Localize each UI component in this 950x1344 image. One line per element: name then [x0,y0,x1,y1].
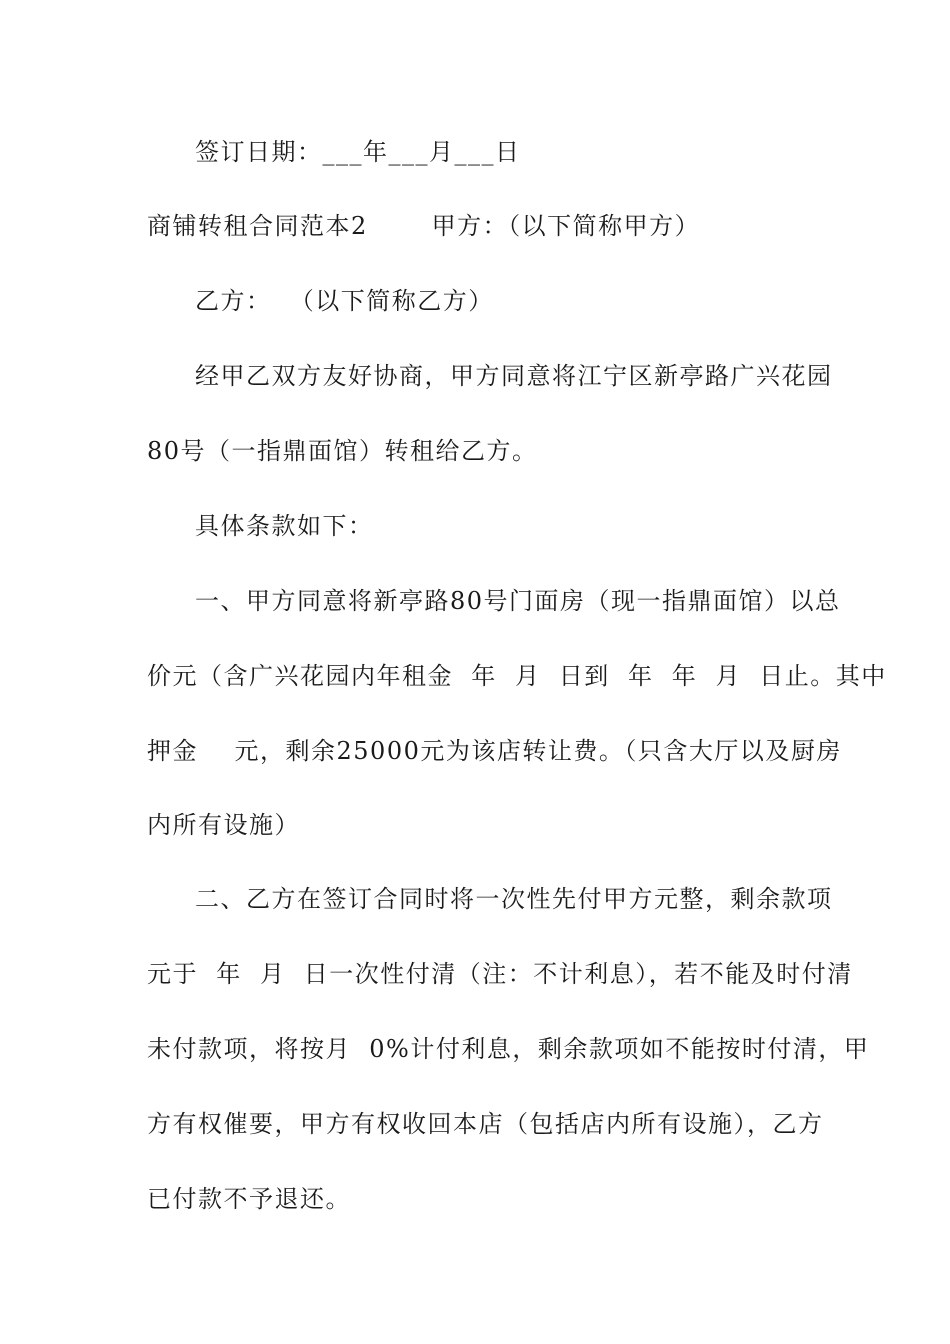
clause-two-line: 元于 年 月 日一次性付清（注：不计利息），若不能及时付清 [147,960,853,988]
terms-heading-line: 具体条款如下： [195,512,374,540]
clause-two-line: 二、乙方在签订合同时将一次性先付甲方元整，剩余款项 [195,885,833,913]
signing-date-line: 签订日期：___年___月___日 [195,138,521,166]
clause-one-line: 内所有设施） [147,811,300,839]
clause-two-line: 未付款项，将按月 0%计付利息，剩余款项如不能按时付清，甲 [147,1035,870,1063]
clause-two-line: 方有权催要，甲方有权收回本店（包括店内所有设施），乙方 [147,1110,824,1138]
clause-two-line: 已付款不予退还。 [147,1185,351,1213]
clause-one-line: 押金 元，剩余25000元为该店转让费。（只含大厅以及厨房 [147,737,842,765]
party-b-line: 乙方： （以下简称乙方） [195,287,494,315]
paragraph-line: 80号（一指鼎面馆）转租给乙方。 [147,437,538,465]
contract-title-party-a-line: 商铺转租合同范本2 甲方：（以下简称甲方） [147,212,701,240]
clause-one-line: 一、甲方同意将新亭路80号门面房（现一指鼎面馆）以总 [195,587,841,615]
paragraph-line: 经甲乙双方友好协商，甲方同意将江宁区新亭路广兴花园 [195,362,833,390]
clause-one-line: 价元（含广兴花园内年租金 年 月 日到 年 年 月 日止。其中 [147,662,887,690]
